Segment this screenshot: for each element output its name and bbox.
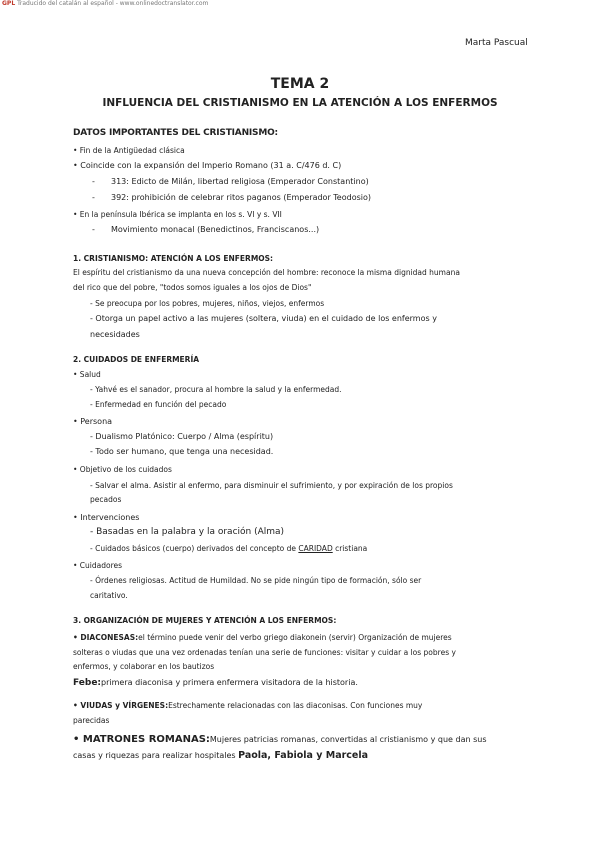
section1-bullet: necesidades	[90, 330, 140, 339]
datos-item: • Coincide con la expansión del Imperio Romano (31 a. C/476 d. C)	[73, 161, 342, 170]
section2-heading: 2. CUIDADOS DE ENFERMERÍA	[73, 355, 200, 364]
section2-subitem: - Enfermedad en función del pecado	[90, 400, 227, 409]
section2-item: • Salud	[73, 370, 101, 379]
febe-line	[73, 678, 358, 688]
diaconesas-text: enfermos, y colaborar en los bautizos	[73, 662, 215, 671]
datos-dash: -	[92, 193, 95, 202]
section1-text: del rico que del pobre, "todos somos iguales a los ojos de Dios"	[73, 283, 312, 292]
int2-text-end: cristiana	[332, 544, 368, 553]
section2-subitem: - Dualismo Platónico: Cuerpo / Alma (espíritu)	[90, 432, 274, 441]
page-title: TEMA 2	[270, 76, 330, 92]
datos-heading: DATOS IMPORTANTES DEL CRISTIANISMO:	[73, 128, 278, 138]
matrones-text: casas y riquezas para realizar hospitales	[73, 751, 239, 760]
section2-subitem	[90, 544, 367, 553]
section2-subitem: - Órdenes religiosas. Actitud de Humildad. No se pide ningún tipo de formación, sólo ser	[90, 576, 422, 585]
section2-item: • Intervenciones	[73, 513, 140, 522]
section1-heading: 1. CRISTIANISMO: ATENCIÓN A LOS ENFERMOS:	[73, 254, 274, 263]
translator-banner[interactable]	[2, 0, 208, 7]
datos-dash: -	[92, 177, 95, 186]
datos-dash: -	[92, 225, 95, 234]
section2-subitem: - Todo ser humano, que tenga una necesidad.	[90, 447, 274, 456]
section1-bullet: - Se preocupa por los pobres, mujeres, niños, viejos, enfermos	[90, 299, 325, 308]
section2-subitem: - Salvar el alma. Asistir al enfermo, para disminuir el sufrimiento, y por expiración de los propios	[90, 481, 453, 490]
section3-heading: 3. ORGANIZACIÓN DE MUJERES Y ATENCIÓN A LOS ENFERMOS:	[73, 616, 337, 625]
translator-logo: GPL	[2, 0, 16, 7]
datos-item: 392: prohibición de celebrar ritos paganos (Emperador Teodosio)	[111, 193, 372, 202]
diaconesas-text: solteras o viudas que una vez ordenadas tenían una serie de funciones: visitar y cuidar a los pobres y	[73, 648, 456, 657]
section2-item: • Objetivo de los cuidados	[73, 465, 172, 474]
diaconesas-label: • DIACONESAS:	[73, 633, 139, 642]
viudas-text: parecidas	[73, 716, 110, 725]
diaconesas-line	[73, 633, 452, 642]
translator-text: Traducido del catalán al español - www.onlinedoctranslator.com	[17, 0, 209, 7]
section2-subitem: pecados	[90, 495, 122, 504]
section1-bullet: - Otorga un papel activo a las mujeres (soltera, viuda) en el cuidado de los enfermos y	[90, 314, 437, 323]
page-subtitle: INFLUENCIA DEL CRISTIANISMO EN LA ATENCIÓN A LOS ENFERMOS	[102, 97, 498, 109]
febe-text: primera diaconisa y primera enfermera visitadora de la historia.	[101, 678, 358, 687]
section2-item: • Persona	[73, 417, 113, 426]
section2-subitem: - Yahvé es el sanador, procura al hombre la salud y la enfermedad.	[90, 385, 342, 394]
matrones-text: Mujeres patricias romanas, convertidas al cristianismo y que dan sus	[209, 735, 487, 744]
datos-item: • Fin de la Antigüedad clásica	[73, 146, 185, 155]
datos-item: 313: Edicto de Milán, libertad religiosa (Emperador Constantino)	[111, 177, 369, 186]
viudas-label: • VIUDAS y VÍRGENES:	[73, 701, 169, 710]
author-name: Marta Pascual	[465, 38, 528, 48]
datos-item: • En la península Ibérica se implanta en los s. VI y s. VII	[73, 210, 282, 219]
matrones-line	[73, 734, 487, 745]
section2-subitem: caritativo.	[90, 591, 128, 600]
section2-item: • Cuidadores	[73, 561, 123, 570]
int2-text: - Cuidados básicos (cuerpo) derivados del concepto de	[90, 544, 299, 553]
febe-label: Febe:	[73, 678, 102, 688]
matrones-line-2	[73, 750, 368, 761]
viudas-line	[73, 701, 422, 710]
section1-text: El espíritu del cristianismo da una nueva concepción del hombre: reconoce la misma dignidad humana	[73, 268, 460, 277]
diaconesas-text: el término puede venir del verbo griego diakonein (servir) Organización de mujeres	[138, 633, 452, 642]
datos-item: Movimiento monacal (Benedictinos, Franciscanos...)	[111, 225, 320, 234]
matrones-label: • MATRONES ROMANAS:	[73, 734, 210, 745]
viudas-text: Estrechamente relacionadas con las diaconisas. Con funciones muy	[168, 701, 423, 710]
section2-subitem: - Basadas en la palabra y la oración (Alma)	[90, 527, 285, 537]
matrones-names: Paola, Fabiola y Marcela	[238, 750, 369, 761]
caridad-term: CARIDAD	[298, 544, 333, 553]
